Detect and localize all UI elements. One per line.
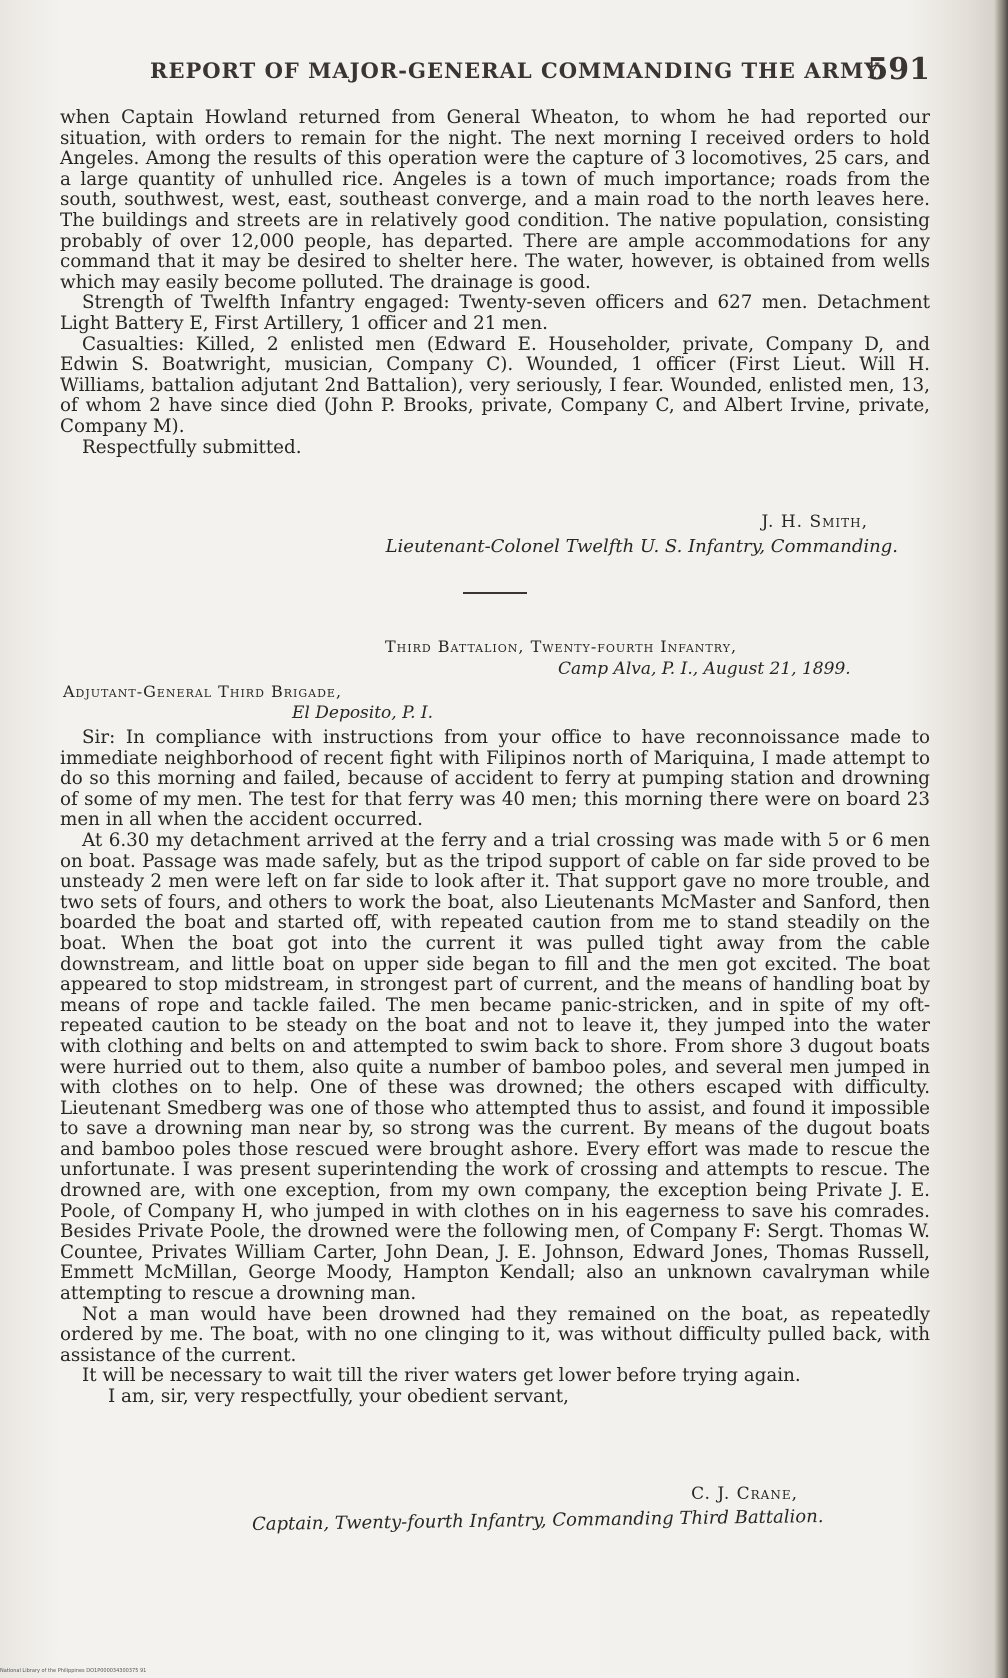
- report-1-signature-title: Lieutenant-Colonel Twelfth U. S. Infantry, Commanding.: [385, 536, 898, 557]
- paragraph: Respectfully submitted.: [82, 436, 302, 458]
- paragraph: when Captain Howland returned from General Wheaton, to whom he had reported our situation, with orders to remain for the night. The next morning I received orders to hold Angeles. Among the results of this operation were the capture of 3 locomotives, 25 cars, and a large quantity of unhulled rice. Angeles is a town of much importance; roads from the south, southwest, west, east, southeast converge, and a main road to the north leaves here. The buildings and streets are in relatively good condition. The native population, consisting probably of over 12,000 people, has departed. There are ample accommodations for any command that it may be desired to shelter here. The water, however, is obtained from wells which may easily become polluted. The drainage is good.: [60, 107, 930, 293]
- report-2-body: [60, 728, 930, 1408]
- page-binding-edge: [994, 0, 1008, 1678]
- report-2-signature: C. J. Crane,: [691, 1484, 798, 1504]
- report-2-from-unit: Third Battalion, Twenty-fourth Infantry,: [385, 637, 738, 656]
- paragraph: I am, sir, very respectfully, your obedient servant,: [108, 1386, 569, 1407]
- header-title: REPORT OF MAJOR-GENERAL COMMANDING THE ARMY.: [150, 58, 886, 83]
- report-2-recipient: Adjutant-General Third Brigade,: [63, 682, 343, 701]
- paragraph: At 6.30 my detachment arrived at the ferry and a trial crossing was made with 5 or 6 men on boat. Passage was made safely, but as the tripod support of cable on far side proved to be unsteady 2 men were left on far side to look after it. That support gave no more trouble, and two sets of fours, and others to work the boat, also Lieutenants McMaster and Sanford, then boarded the boat and started off, with repeated caution from me to stand steadily on the boat. When the boat got into the current it was pulled tight away from the cable downstream, and little boat on upper side began to fill and the men got excited. The boat appeared to stop midstream, in strongest part of current, and the means of handling boat by means of rope and tackle failed. The men became panic-stricken, and in spite of my oft-repeated caution to be steady on the boat and not to leave it, they jumped into the water with clothing and belts on and attempted to swim back to shore. From shore 3 dugout boats were hurried out to them, also quite a number of bamboo poles, and several men jumped in with clothes on to help. One of these was drowned; the others escaped with difficulty. Lieutenant Smedberg was one of those who attempted thus to assist, and found it impossible to save a drowning man near by, so strong was the current. By means of the dugout boats and bamboo poles those rescued were brought ashore. Every effort was made to rescue the unfortunate. I was present superintending the work of crossing and attempts to rescue. The drowned are, with one exception, from my own company, the exception being Private J. E. Poole, of Company H, who jumped in with clothes on in his eagerness to save his comrades. Besides Private Poole, the drowned were the following men, of Company F: Sergt. Thomas W. Countee, Privates William Carter, John Dean, J. E. Johnson, Edward Jones, Thomas Russell, Emmett McMillan, George Moody, Hampton Kendall; also an unknown cavalryman while attempting to rescue a drowning man.: [60, 829, 930, 1305]
- report-1-signature: J. H. Smith,: [761, 512, 868, 532]
- report-2-recipient-place: El Deposito, P. I.: [292, 703, 434, 723]
- section-divider: [463, 592, 527, 594]
- scan-footer: National Library of the Philippines DO1P000034300375 91: [0, 1668, 147, 1674]
- report-1-body: [60, 108, 930, 458]
- report-2-place-date: Camp Alva, P. I., August 21, 1899.: [558, 659, 851, 679]
- running-header: [150, 52, 930, 87]
- paragraph: Strength of Twelfth Infantry engaged: Twenty-seven officers and 627 men. Detachment Light Battery E, First Artillery, 1 officer and 21 men.: [60, 292, 930, 334]
- page-number: 591: [867, 52, 930, 87]
- paragraph: Not a man would have been drowned had they remained on the boat, as repeatedly ordered by me. The boat, with no one clinging to it, was without difficulty pulled back, with assistance of the current.: [60, 1303, 930, 1366]
- report-2-signature-title: Captain, Twenty-fourth Infantry, Commanding Third Battalion.: [251, 1506, 824, 1535]
- paragraph: Sir: In compliance with instructions from your office to have reconnoissance made to immediate neighborhood of recent fight with Filipinos north of Mariquina, I made attempt to do so this morning and failed, because of accident to ferry at pumping station and drowning of some of my men. The test for that ferry was 40 men; this morning there were on board 23 men in all when the accident occurred.: [60, 727, 930, 831]
- paragraph: Casualties: Killed, 2 enlisted men (Edward E. Householder, private, Company D, and Edwin S. Boatwright, musician, Company C). Wounded, 1 officer (First Lieut. Will H. Williams, battalion adjutant 2nd Battalion), very seriously, I fear. Wounded, enlisted men, 13, of whom 2 have since died (John P. Brooks, private, Company C, and Albert Irvine, private, Company M).: [60, 333, 930, 437]
- paragraph: It will be necessary to wait till the river waters get lower before trying again.: [82, 1365, 801, 1387]
